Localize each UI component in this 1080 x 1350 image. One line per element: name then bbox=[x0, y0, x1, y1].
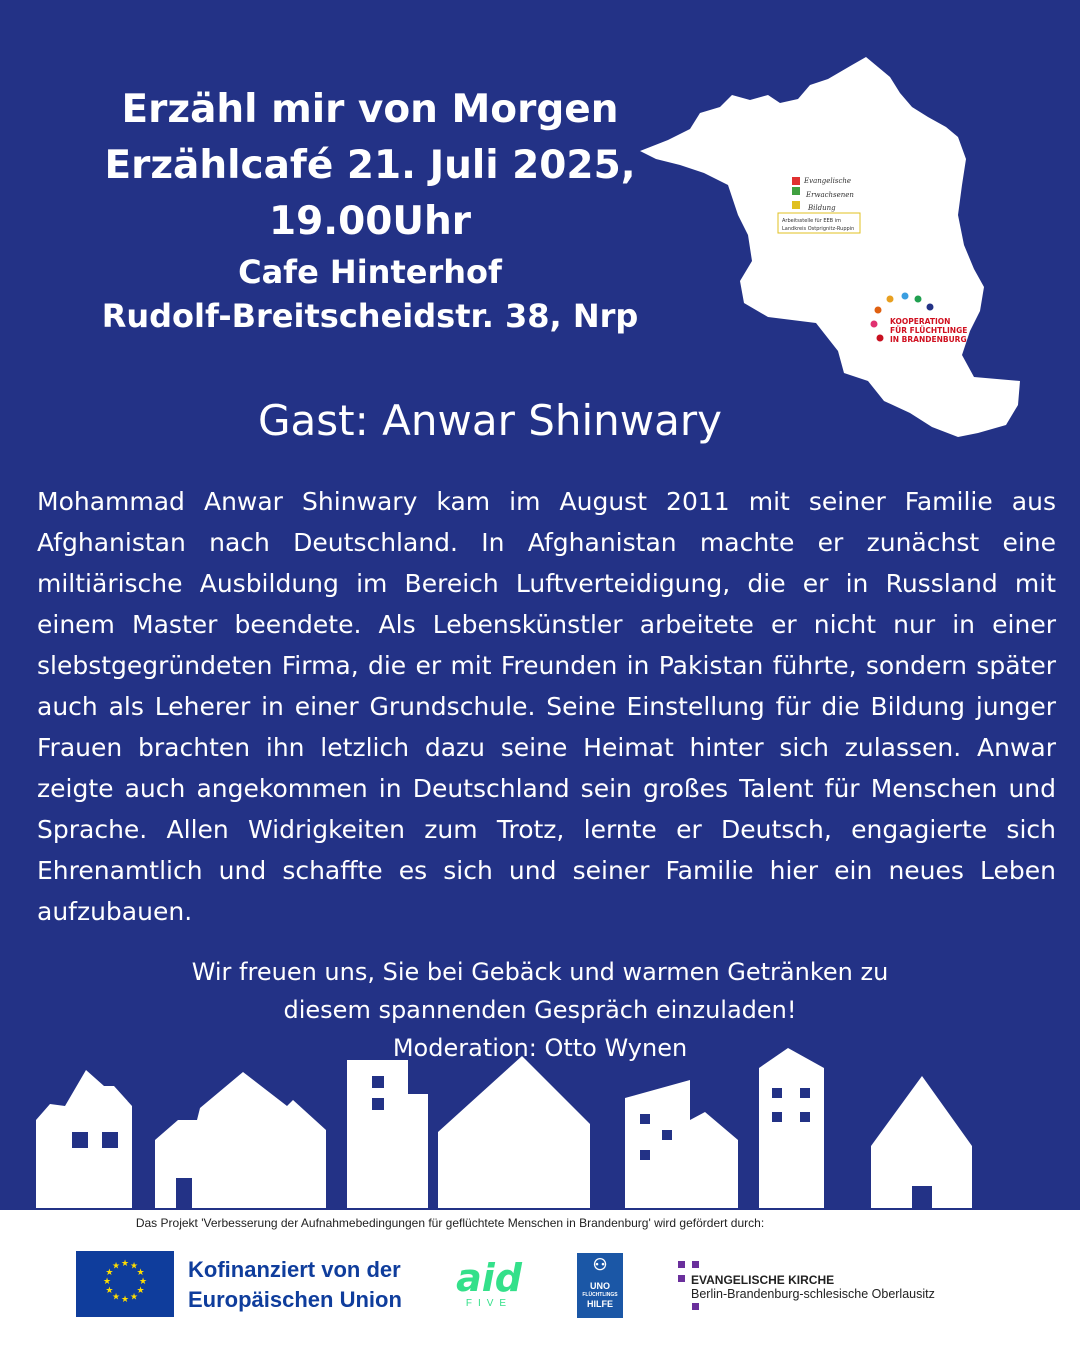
invitation-line2: diesem spannenden Gespräch einzuladen! bbox=[283, 996, 797, 1024]
event-title: Erzähl mir von Morgen bbox=[121, 87, 619, 132]
eeb-logo-mark-yellow bbox=[792, 201, 800, 209]
eu-text-line2: Europäischen Union bbox=[188, 1287, 402, 1312]
ek-logo-square-icon bbox=[678, 1261, 685, 1268]
window bbox=[772, 1112, 782, 1122]
eeb-logo-mark-green bbox=[792, 187, 800, 195]
svg-text:★: ★ bbox=[129, 1292, 139, 1303]
uno-logo-line2: FLÜCHTLINGS bbox=[582, 1292, 618, 1298]
window bbox=[372, 1098, 384, 1110]
kfb-logo-line3: IN BRANDENBURG bbox=[890, 335, 967, 344]
window bbox=[372, 1076, 384, 1088]
svg-text:★: ★ bbox=[120, 1295, 130, 1305]
window bbox=[800, 1088, 810, 1098]
window bbox=[662, 1130, 672, 1140]
window bbox=[640, 1114, 650, 1124]
event-time: 19.00Uhr bbox=[268, 199, 472, 244]
eu-text-line1: Kofinanziert von der bbox=[188, 1257, 401, 1282]
eu-cofinanced-text bbox=[188, 1255, 402, 1315]
uno-emblem-icon: ⚇ bbox=[592, 1257, 608, 1274]
kfb-dot bbox=[875, 307, 882, 314]
eu-stars-icon bbox=[76, 1251, 174, 1317]
kfb-dot bbox=[877, 335, 884, 342]
eeb-logo-mark-red bbox=[792, 177, 800, 185]
kfb-dot bbox=[927, 304, 934, 311]
kfb-dot bbox=[887, 296, 894, 303]
svg-text:★: ★ bbox=[105, 1286, 114, 1296]
uno-logo-line3: HILFE bbox=[587, 1299, 613, 1309]
moderation-line: Moderation: Otto Wynen bbox=[392, 1034, 688, 1062]
kfb-logo-line2: FÜR FLÜCHTLINGE bbox=[890, 326, 968, 335]
svg-text:★: ★ bbox=[136, 1286, 145, 1296]
eeb-logo-line1: Evangelische bbox=[804, 177, 852, 185]
guest-heading: Gast: Anwar Shinwary bbox=[258, 396, 722, 445]
window bbox=[772, 1088, 782, 1098]
uno-logo-line1: UNO bbox=[590, 1281, 610, 1291]
kfb-dot bbox=[902, 293, 909, 300]
eu-flag-logo bbox=[76, 1251, 174, 1317]
ek-logo-line2: Berlin-Brandenburg-schlesische Oberlausitz bbox=[691, 1287, 935, 1301]
aid-five-subtext: FIVE bbox=[465, 1298, 513, 1309]
aid-five-logo: aid bbox=[456, 1256, 522, 1300]
window bbox=[640, 1150, 650, 1160]
map-shape bbox=[640, 57, 1020, 437]
eeb-logo-line3: Bildung bbox=[808, 204, 836, 212]
event-header bbox=[60, 82, 680, 338]
kfb-logo-line1: KOOPERATION bbox=[890, 317, 951, 326]
svg-text:★: ★ bbox=[105, 1268, 114, 1278]
houses-skyline-illustration bbox=[0, 1040, 1080, 1210]
ek-logo-line1: EVANGELISCHE KIRCHE bbox=[691, 1273, 835, 1287]
tall-building-icon bbox=[347, 1060, 428, 1208]
funding-note: Das Projekt 'Verbesserung der Aufnahmebedingungen für geflüchtete Menschen in Brandenburg' wird gefördert durch: bbox=[135, 1216, 765, 1230]
kfb-dot bbox=[871, 321, 878, 328]
eeb-caption-line1: Arbeitsstelle für EEB im bbox=[782, 218, 841, 224]
building-icon bbox=[625, 1080, 738, 1208]
ek-logo-square-icon bbox=[692, 1303, 699, 1310]
house-icon bbox=[438, 1056, 590, 1208]
ek-logo-square-icon bbox=[678, 1275, 685, 1282]
door bbox=[912, 1186, 932, 1208]
event-venue: Cafe Hinterhof bbox=[238, 253, 502, 291]
window bbox=[72, 1132, 88, 1148]
eeb-logo-line2: Erwachsenen bbox=[806, 191, 854, 199]
window bbox=[102, 1132, 118, 1148]
tower-building-icon bbox=[759, 1048, 824, 1208]
invitation-line1: Wir freuen uns, Sie bei Gebäck und warmen Getränken zu bbox=[191, 958, 889, 986]
svg-text:★: ★ bbox=[136, 1268, 145, 1278]
svg-text:★: ★ bbox=[129, 1261, 139, 1272]
event-address: Rudolf-Breitscheidstr. 38, Nrp bbox=[101, 297, 639, 335]
door bbox=[176, 1178, 192, 1208]
window bbox=[800, 1112, 810, 1122]
event-date: Erzählcafé 21. Juli 2025, bbox=[104, 143, 636, 188]
uno-fluechtlingshilfe-logo bbox=[577, 1253, 623, 1318]
svg-text:★: ★ bbox=[120, 1259, 130, 1269]
ek-logo-square-icon bbox=[692, 1261, 699, 1268]
svg-text:★: ★ bbox=[138, 1277, 148, 1287]
kfb-dot bbox=[915, 296, 922, 303]
svg-text:★: ★ bbox=[111, 1261, 121, 1272]
guest-biography: Mohammad Anwar Shinwary kam im August 2011 mit seiner Familie aus Afghanistan nach Deutschland. In Afghanistan machte er zunächst eine miltiärische Ausbildung im Bereich Luftverteidigung, die er in Russland mit einem Master beendete. Als Lebenskünstler arbeitete er nicht nur in einer slebstgegründeten Firma, die er mit Freunden in Pakistan führte, sondern später auch als Leherer in einer Grundschule. Seine Einstellung für die Bildung junger Frauen brachten ihn letzlich dazu seine Heimat hinter sich zulassen. Anwar zeigte auch angekommen in Deutschland sein großes Talent für Menschen und Sprache. Allen Widrigkeiten zum Trotz, lernte er Deutsch, engagierte sich Ehrenamtlich und schaffte es sich und seiner Familie hier ein neues Leben aufzubauen. bbox=[37, 487, 1056, 926]
eeb-caption-line2: Landkreis Ostprignitz-Ruppin bbox=[782, 226, 855, 232]
svg-text:★: ★ bbox=[111, 1292, 121, 1303]
svg-text:★: ★ bbox=[102, 1277, 112, 1287]
brandenburg-map-icon bbox=[628, 55, 1028, 445]
